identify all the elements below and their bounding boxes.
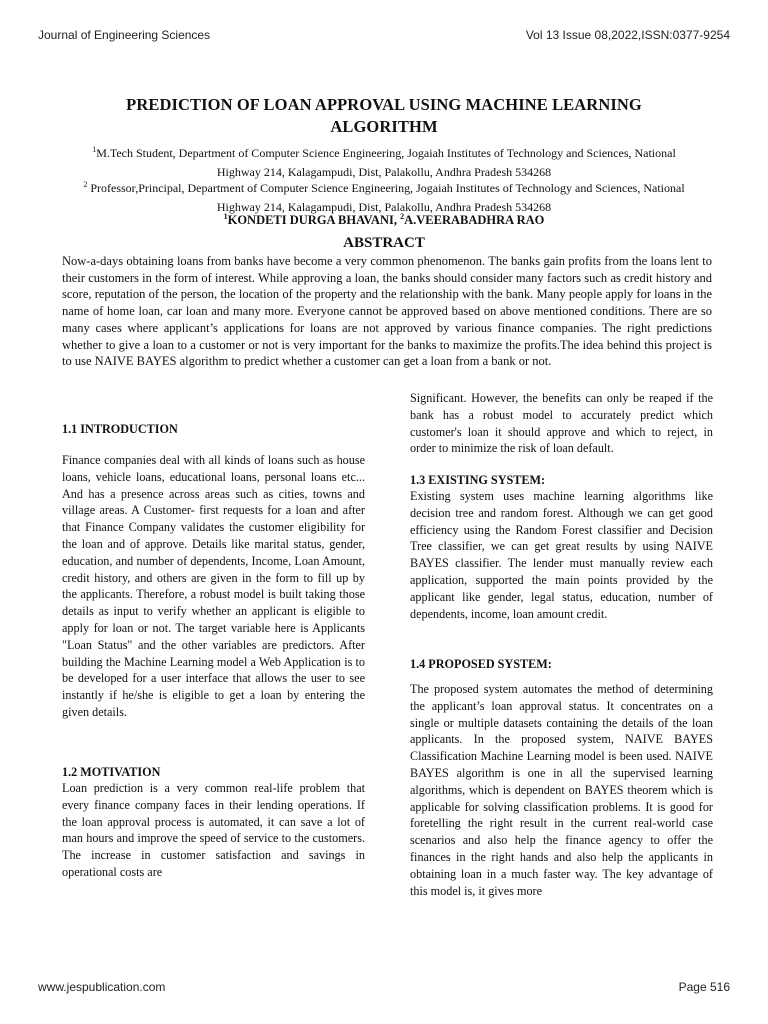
affiliation-1-mark: 1 — [92, 145, 97, 154]
proposed-system-paragraph: The proposed system automates the method of determining the applicant’s loan approval status. It concentrates on a single or multiple datasets containing the details of the loan applicants. In the proposed system, NAIVE BAYES Classification Machine Learning model is been used. NAIVE BAYES algorithm is one in all the supervised learning algorithms, which is dependent on BAYES theorem which is applicable for solving classification problems. It is good for foretelling the right result in the current real-world case scenarios and also help the finance agency to offer the finances in the right hands and also help the applicants in obtaining loan in a much faster way. The key advantage of this model is, it gives more — [410, 682, 713, 898]
issue-info: Vol 13 Issue 08,2022,ISSN:0377-9254 — [525, 28, 730, 42]
introduction-heading: 1.1 INTRODUCTION — [62, 422, 178, 436]
title-line-2: ALGORITHM — [330, 117, 438, 136]
affiliation-1-line-2: Highway 214, Kalagampudi, Dist, Palakollu, Andhra Pradesh 534268 — [216, 165, 552, 179]
page-number: Page 516 — [678, 980, 730, 994]
affiliation-1-line-1: M.Tech Student, Department of Computer Science Engineering, Jogaiah Institutes of Technology and Sciences, National — [96, 146, 676, 160]
author-2: A.VEERABADHRA RAO — [404, 213, 545, 228]
introduction-paragraph: Finance companies deal with all kinds of loans such as house loans, vehicle loans, educational loans, personal loans etc... And has a presence across areas such as cities, towns and village areas. A Customer- first requests for a loan and after that Finance Company validates the customer eligibility for the loan and of approve. Details like marital status, gender, education, and number of dependents, Income, Loan Amount, credit history, and others are given in the form to fill up by the applicants. Therefore, a robust model is built taking those details as input to verify whether an applicant is eligible to apply for loan or not. The target variable here is Applicants "Loan Status" and the other variables are predictors. After building the Machine Learning model a Web Application is to be developed for a user interface that allows the user to see instantly if he/she is eligible to get a loan by entering the given details. — [62, 453, 365, 719]
paper-title — [80, 94, 688, 138]
introduction-text — [62, 452, 365, 721]
author-1: KONDETI DURGA BHAVANI, — [227, 213, 401, 228]
existing-system-text — [410, 488, 713, 622]
abstract-heading: ABSTRACT — [343, 235, 425, 251]
proposed-system-heading: 1.4 PROPOSED SYSTEM: — [410, 657, 552, 671]
author-1-mark: 1 — [223, 212, 228, 221]
journal-name: Journal of Engineering Sciences — [38, 28, 211, 42]
motivation-continued-paragraph: Significant. However, the benefits can only be reaped if the bank has a robust model to accurately predict which customer's loan it should approve and which to reject, in order to minimize the risk of loan default. — [410, 391, 713, 456]
motivation-continued — [410, 390, 713, 457]
author-2-mark: 2 — [400, 212, 405, 221]
abstract-text: Now-a-days obtaining loans from banks have become a very common phenomenon. The banks gain profits from the loans lent to their customers in the form of interest. While approving a loan, the banks should consider many factors such as credit history and score, reputation of the person, the location of the property and the relationship with the bank. Many people apply for loans in the name of home loan, car loan and many more. Everyone cannot be approved based on above mentioned conditions. There are so many cases where applicant’s applications for loans are not approved by various finance companies. The right predictions whether to give a loan to a customer or not is very important for the banks to maximize the profits.The idea behind this project is to use NAIVE BAYES algorithm to predict whether a customer can get a loan from a bank or not. — [62, 254, 712, 369]
existing-system-heading: 1.3 EXISTING SYSTEM: — [410, 473, 546, 487]
publisher-website: www.jespublication.com — [38, 980, 166, 994]
affiliation-2-mark: 2 — [83, 180, 88, 189]
proposed-system-text — [410, 681, 713, 899]
author-list — [64, 208, 704, 229]
affiliation-2-line-1: Professor,Principal, Department of Computer Science Engineering, Jogaiah Institutes of Technology and Sciences, National — [87, 181, 685, 195]
motivation-text — [62, 780, 365, 881]
title-line-1: PREDICTION OF LOAN APPROVAL USING MACHINE LEARNING — [126, 95, 642, 114]
running-header — [38, 28, 730, 44]
motivation-heading: 1.2 MOTIVATION — [62, 765, 161, 779]
running-footer — [38, 980, 730, 996]
existing-system-paragraph: Existing system uses machine learning algorithms like decision tree and random forest. Although we can get good efficiency using the Random Forest classifier and Decision Tree classifier, we can get great results by using NAIVE BAYES classifier. The lender must manually review each application, supported the main points provided by the applicant like gender, legal status, education, number of dependents, income, loan amount credit. — [410, 489, 713, 621]
affiliation-2-line-2: Highway 214, Kalagampudi, Dist, Palakollu, Andhra Pradesh 534268 — [216, 200, 552, 214]
motivation-paragraph: Loan prediction is a very common real-life problem that every finance company faces in their lending operations. If the loan approval process is automated, it can save a lot of man hours and improve the speed of service to the customers. The increase in customer satisfaction and savings in operational costs are — [62, 781, 365, 879]
